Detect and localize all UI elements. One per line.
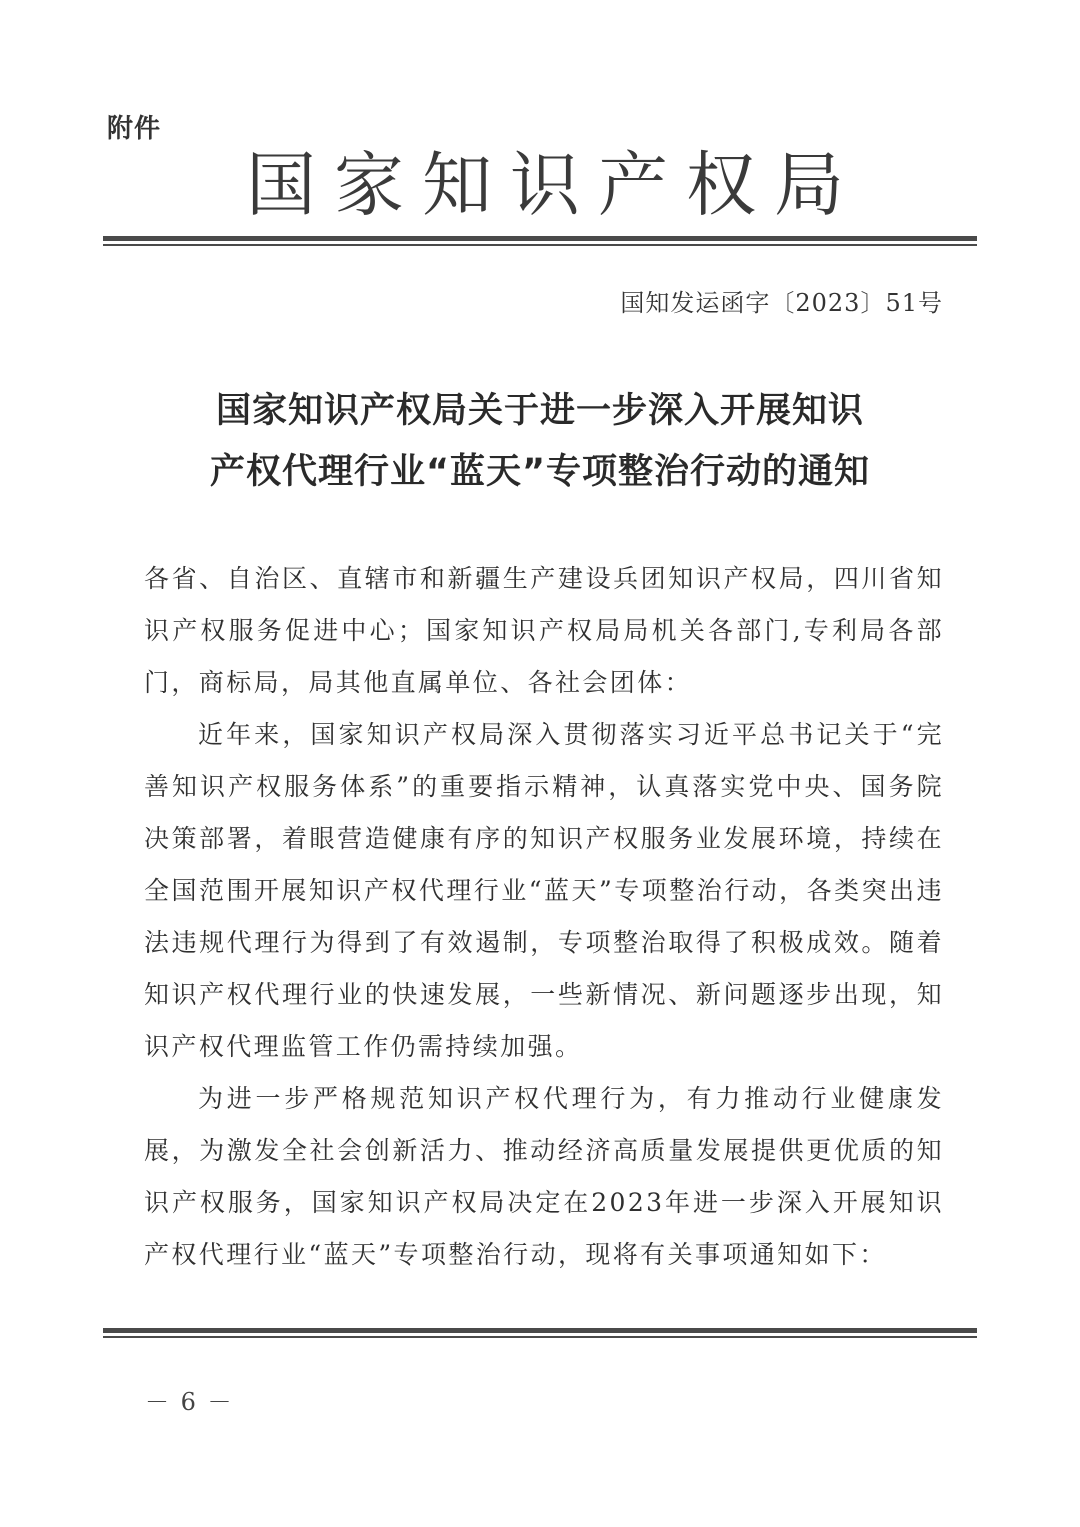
addressees-paragraph: 各省、自治区、直辖市和新疆生产建设兵团知识产权局，四川省知识产权服务促进中心；国家知识产权局局机关各部门,专利局各部门，商标局，局其他直属单位、各社会团体： <box>144 564 944 697</box>
attachment-label: 附件 <box>107 114 162 144</box>
agency-name-heading: 国家知识产权局 <box>246 144 862 226</box>
footer-divider <box>103 1328 977 1338</box>
document-number: 国知发运函字〔2023〕51号 <box>620 289 943 317</box>
body-paragraph-2: 为进一步严格规范知识产权代理行为，有力推动行业健康发展，为激发全社会创新活力、推动经济高质量发展提供更优质的知识产权服务，国家知识产权局决定在2023年进一步深入开展知识产权代理行业“蓝天”专项整治行动，现将有关事项通知如下： <box>144 1084 944 1269</box>
page-number: － 6 － <box>145 1388 234 1416</box>
document-body <box>144 553 944 1281</box>
header-divider <box>103 236 977 246</box>
body-paragraph-1: 近年来，国家知识产权局深入贯彻落实习近平总书记关于“完善知识产权服务体系”的重要指示精神，认真落实党中央、国务院决策部署，着眼营造健康有序的知识产权服务业发展环境，持续在全国范围开展知识产权代理行业“蓝天”专项整治行动，各类突出违法违规代理行为得到了有效遏制，专项整治取得了积极成效。随着知识产权代理行业的快速发展，一些新情况、新问题逐步出现，知识产权代理监管工作仍需持续加强。 <box>144 720 944 1061</box>
document-title-line-1: 国家知识产权局关于进一步深入开展知识 <box>215 391 864 431</box>
document-title-line-2: 产权代理行业“蓝天”专项整治行动的通知 <box>209 452 870 492</box>
